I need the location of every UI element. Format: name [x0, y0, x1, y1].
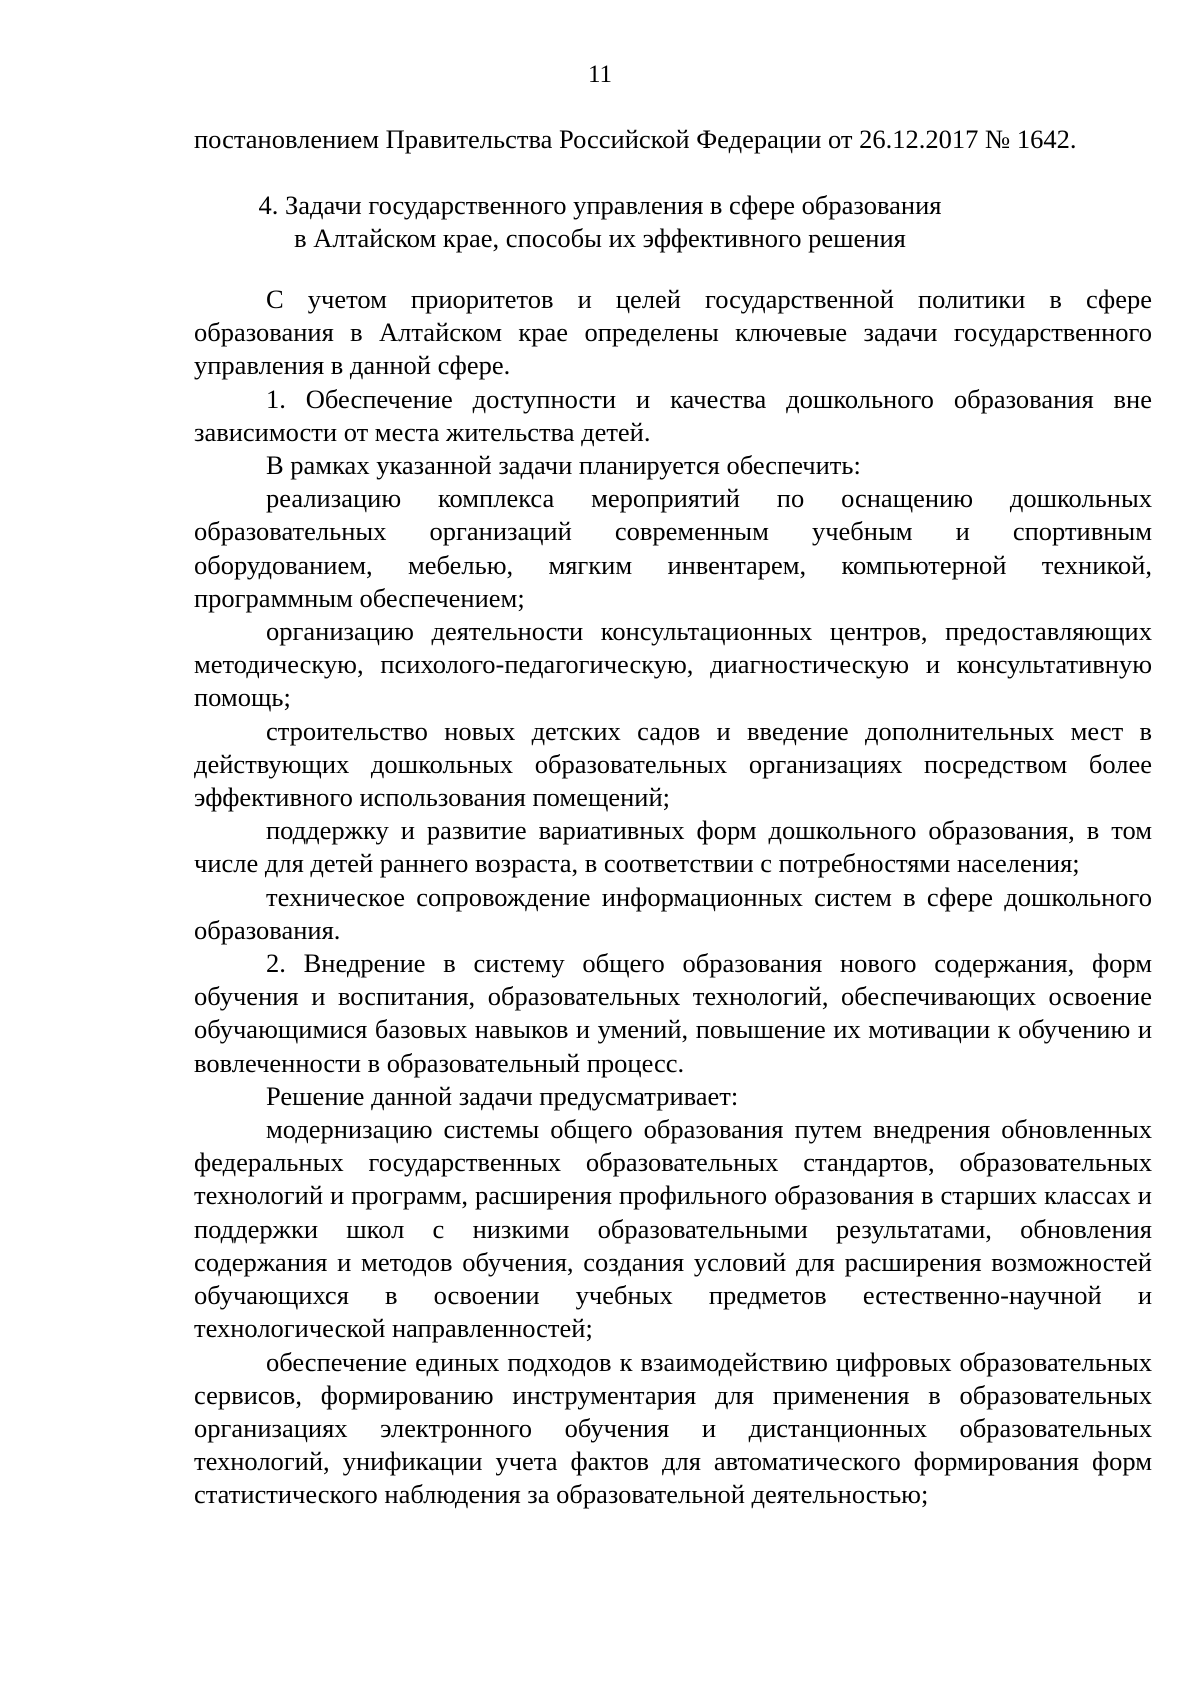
list-item: модернизацию системы общего образования путем внедрения обновленных федеральных государственных образовательных стандартов, образовательных технологий и программ, расширения профильного образования в старших классах и поддержки школ с низкими образовательными результатами, обновления содержания и методов обучения, создания условий для расширения возможностей обучающихся в освоении учебных предметов естественно-научной и технологической направленностей;	[194, 1114, 1152, 1344]
list-item: реализацию комплекса мероприятий по оснащению дошкольных образовательных организаций современным учебным и спортивным оборудованием, мебелью, мягким инвентарем, компьютерной техникой, программным обеспечением;	[194, 483, 1152, 613]
body-text	[194, 283, 1152, 1512]
list-item: строительство новых детских садов и введение дополнительных мест в действующих дошкольных образовательных организациях посредством более эффективного использования помещений;	[194, 715, 1152, 813]
section-heading-line-1: 4. Задачи государственного управления в сфере образования	[258, 190, 942, 220]
section-heading	[0, 189, 1200, 255]
list-item: обеспечение единых подходов к взаимодействию цифровых образовательных сервисов, формированию инструментария для применения в образовательных организациях электронного обучения и дистанционных образовательных технологий, унификации учета фактов для автоматического формирования форм статистического наблюдения за образовательной деятельностью;	[194, 1346, 1152, 1510]
paragraph: 2. Внедрение в систему общего образования нового содержания, форм обучения и воспитания, образовательных технологий, обеспечивающих освоение обучающимися базовых навыков и умений, повышение их мотивации к обучению и вовлеченности в образовательный процесс.	[194, 948, 1152, 1078]
paragraph: Решение данной задачи предусматривает:	[266, 1080, 739, 1111]
paragraph: 1. Обеспечение доступности и качества дошкольного образования вне зависимости от места жительства детей.	[194, 383, 1152, 447]
paragraph: В рамках указанной задачи планируется обеспечить:	[266, 450, 861, 481]
continued-text-line: постановлением Правительства Российской Федерации от 26.12.2017 № 1642.	[194, 124, 1077, 154]
list-item: техническое сопровождение информационных систем в сфере дошкольного образования.	[194, 881, 1152, 945]
paragraph: С учетом приоритетов и целей государственной политики в сфере образования в Алтайском крае определены ключевые задачи государственного управления в данной сфере.	[194, 284, 1152, 381]
list-item: поддержку и развитие вариативных форм дошкольного образования, в том числе для детей раннего возраста, в соответствии с потребностями населения;	[194, 815, 1152, 879]
page-number: 11	[587, 61, 613, 88]
list-item: организацию деятельности консультационных центров, предоставляющих методическую, психолого-педагогическую, диагностическую и консультативную помощь;	[194, 616, 1152, 713]
section-heading-line-2: в Алтайском крае, способы их эффективного решения	[294, 223, 906, 253]
